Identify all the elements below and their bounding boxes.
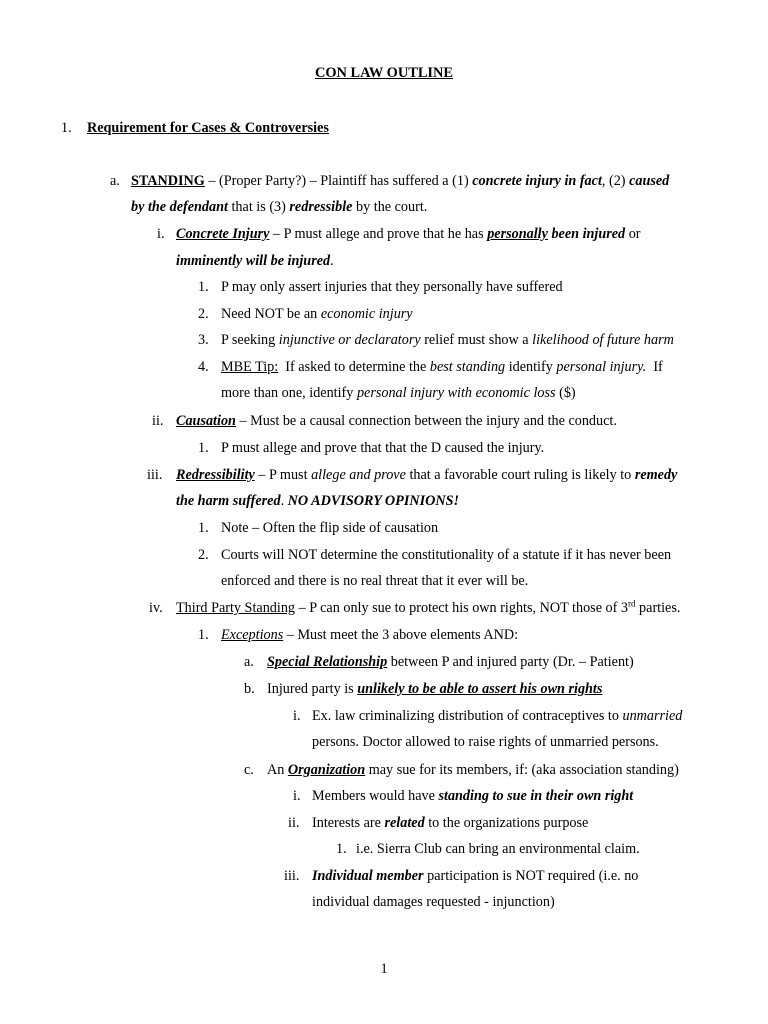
standing-label: STANDING [131, 173, 205, 189]
list-item: An Organization may sue for its members, if: (aka association standing) [267, 762, 679, 778]
list-item-continuation: enforced and there is no real threat that it ever will be. [221, 573, 529, 589]
list-letter: b. [244, 681, 255, 697]
list-number: 2. [198, 547, 209, 563]
list-item: Note – Often the flip side of causation [221, 520, 439, 536]
concrete-marker: i. [157, 226, 165, 242]
list-letter: a. [244, 654, 254, 670]
list-item: Need NOT be an economic injury [221, 306, 413, 322]
list-number: 1. [198, 520, 209, 536]
exceptions-label: Exceptions [221, 627, 284, 643]
redress-marker: iii. [147, 467, 163, 483]
list-item-continuation: persons. Doctor allowed to raise rights of unmarried persons. [312, 734, 659, 750]
redress-line-1: Redressibility – P must allege and prove that a favorable court ruling is likely to remedy [176, 467, 678, 483]
redress-label: Redressibility [176, 467, 255, 483]
list-number: 4. [198, 359, 209, 375]
page-number: 1 [380, 961, 388, 977]
list-item: Special Relationship between P and injured party (Dr. – Patient) [267, 654, 634, 670]
section-heading: Requirement for Cases & Controversies [87, 120, 329, 136]
list-item-continuation: individual damages requested - injunction) [312, 894, 555, 910]
standing-line-2: by the defendant that is (3) redressible by the court. [131, 199, 428, 215]
list-item: Individual member participation is NOT required (i.e. no [312, 868, 639, 884]
third-label: Third Party Standing [176, 600, 296, 616]
list-number: 2. [198, 306, 209, 322]
section-number: 1. [61, 120, 72, 136]
third-line: Third Party Standing – P can only sue to protect his own rights, NOT those of 3rd parties. [176, 598, 681, 616]
list-number: 3. [198, 332, 209, 348]
redress-line-2: the harm suffered. NO ADVISORY OPINIONS! [176, 493, 460, 509]
list-item: i.e. Sierra Club can bring an environmental claim. [356, 841, 640, 857]
list-number: 1. [198, 627, 209, 643]
list-item: Interests are related to the organizations purpose [312, 815, 589, 831]
list-item: Courts will NOT determine the constitutionality of a statute if it has never been [221, 547, 672, 563]
causation-label: Causation [176, 413, 236, 429]
list-item: P seeking injunctive or declaratory relief must show a likelihood of future harm [221, 332, 674, 348]
concrete-line-1: Concrete Injury – P must allege and prove that he has personally been injured or [176, 226, 641, 242]
concrete-line-2: imminently will be injured. [176, 253, 334, 269]
list-item: Injured party is unlikely to be able to assert his own rights [267, 681, 603, 697]
third-marker: iv. [149, 600, 163, 616]
causation-marker: ii. [152, 413, 164, 429]
list-roman: i. [293, 788, 301, 804]
list-roman: ii. [288, 815, 300, 831]
list-roman: iii. [284, 868, 300, 884]
standing-line-1: STANDING – (Proper Party?) – Plaintiff has suffered a (1) concrete injury in fact, (2) caused [131, 173, 670, 189]
list-item: Members would have standing to sue in their own right [312, 788, 634, 804]
exceptions-line: Exceptions – Must meet the 3 above elements AND: [221, 627, 519, 643]
causation-line: Causation – Must be a causal connection between the injury and the conduct. [176, 413, 617, 429]
list-number: 1. [198, 279, 209, 295]
list-roman: i. [293, 708, 301, 724]
list-item: P may only assert injuries that they personally have suffered [221, 279, 563, 295]
concrete-label: Concrete Injury [176, 226, 270, 242]
list-item: P must allege and prove that that the D caused the injury. [221, 440, 545, 456]
list-number: 1. [336, 841, 347, 857]
list-item: MBE Tip: If asked to determine the best standing identify personal injury. If [221, 359, 663, 375]
list-item: Ex. law criminalizing distribution of contraceptives to unmarried [312, 708, 683, 724]
list-letter: c. [244, 762, 254, 778]
standing-marker: a. [110, 173, 120, 189]
page-title: CON LAW OUTLINE [314, 65, 454, 81]
list-item-continuation: more than one, identify personal injury with economic loss ($) [221, 385, 576, 401]
list-number: 1. [198, 440, 209, 456]
